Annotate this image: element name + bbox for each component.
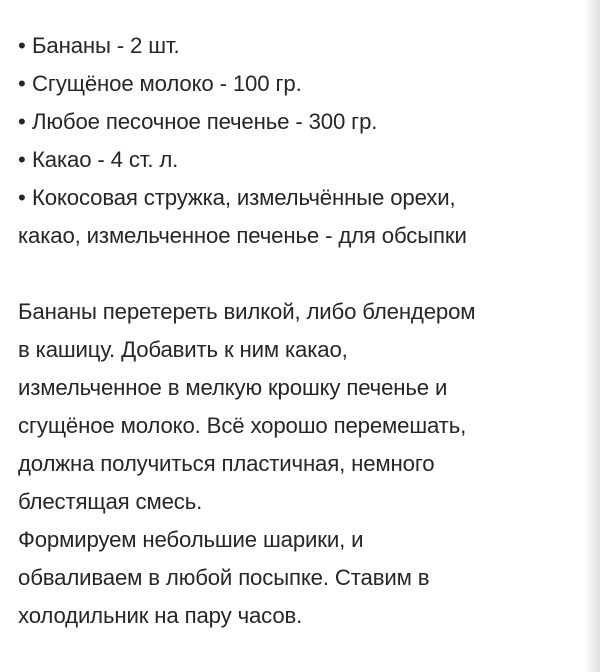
page-edge-shadow: [584, 0, 600, 672]
instruction-line: блестящая смесь.: [18, 489, 203, 514]
recipe-text: [18, 27, 590, 635]
ingredient-item: [18, 179, 590, 217]
ingredient-item: [18, 141, 590, 179]
instruction-line: в кашицу. Добавить к ним какао,: [18, 337, 348, 362]
bullet-icon: •: [18, 33, 26, 58]
ingredients-list: [18, 27, 590, 255]
bullet-icon: •: [18, 71, 26, 96]
instruction-line: обваливаем в любой посыпке. Ставим в: [18, 565, 430, 590]
ingredient-item: [18, 27, 590, 65]
ingredient-text: Бананы - 2 шт.: [32, 33, 180, 58]
instruction-line: должна получиться пластичная, немного: [18, 451, 435, 476]
bullet-icon: •: [18, 109, 26, 134]
paragraph-gap: [18, 255, 590, 293]
instructions-paragraph: [18, 293, 590, 635]
instruction-line: холодильник на пару часов.: [18, 603, 303, 628]
bullet-icon: •: [18, 185, 26, 210]
ingredient-item: [18, 65, 590, 103]
ingredient-text: Сгущёное молоко - 100 гр.: [32, 71, 302, 96]
ingredient-text: Любое песочное печенье - 300 гр.: [32, 109, 378, 134]
instruction-line: сгущёное молоко. Всё хорошо перемешать,: [18, 413, 467, 438]
instruction-line: Формируем небольшие шарики, и: [18, 527, 364, 552]
ingredient-continuation: какао, измельченное печенье - для обсыпки: [18, 223, 467, 248]
bullet-icon: •: [18, 147, 26, 172]
ingredient-item: [18, 103, 590, 141]
ingredient-text: Какао - 4 ст. л.: [32, 147, 179, 172]
ingredient-text: Кокосовая стружка, измельчённые орехи,: [32, 185, 456, 210]
instruction-line: измельченное в мелкую крошку печенье и: [18, 375, 448, 400]
instruction-line: Бананы перетереть вилкой, либо блендером: [18, 299, 476, 324]
